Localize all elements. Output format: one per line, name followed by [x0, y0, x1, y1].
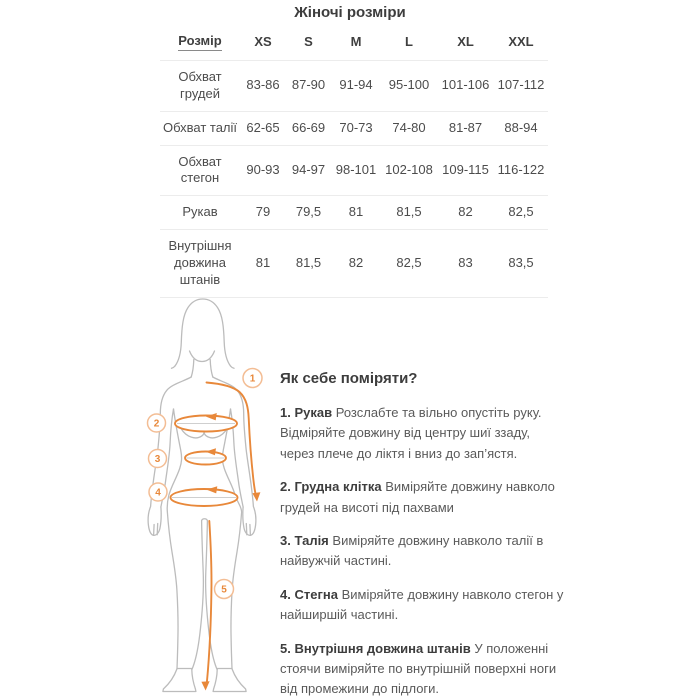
cell: 82 [437, 196, 494, 230]
cell: 88-94 [494, 111, 548, 145]
step-sleeve [280, 403, 564, 464]
table-row-waist [160, 111, 548, 145]
measurement-figure [123, 296, 283, 700]
cell: 101-106 [437, 60, 494, 111]
cell: 81 [331, 196, 381, 230]
step-number: 3. [280, 533, 291, 549]
cell: 79 [240, 196, 286, 230]
sleeve-measure-line [207, 383, 257, 498]
cell: 81-87 [437, 111, 494, 145]
cell: 87-90 [286, 60, 331, 111]
size-header-cell [160, 27, 240, 60]
marker-5-inseam [215, 580, 234, 599]
arrow-down-sleeve [252, 492, 260, 501]
marker-1-sleeve [243, 369, 262, 388]
cell: 62-65 [240, 111, 286, 145]
col-m: M [331, 27, 381, 60]
step-number: 2. [280, 479, 291, 495]
cell: 95-100 [381, 60, 437, 111]
cell: 70-73 [331, 111, 381, 145]
marker-3-waist [149, 450, 167, 468]
measurement-lines [171, 383, 257, 684]
cell: 116-122 [494, 145, 548, 196]
cell: 81,5 [381, 196, 437, 230]
row-label: Внутрішня довжина штанів [160, 230, 240, 298]
cell: 66-69 [286, 111, 331, 145]
row-label: Обхват талії [160, 111, 240, 145]
cell: 90-93 [240, 145, 286, 196]
marker-2-chest [148, 414, 166, 432]
step-inseam [280, 639, 564, 700]
table-row-hips [160, 145, 548, 196]
step-term: Рукав [294, 405, 333, 420]
col-xxl: XXL [494, 27, 548, 60]
step-number: 5. [280, 640, 291, 656]
step-text: У положенні стоячи виміряйте по внутрішній поверхні ноги від промежини до підлоги. [280, 640, 557, 697]
cell: 109-115 [437, 145, 494, 196]
step-text: Виміряйте довжину навколо талії в найвужчій частині. [280, 533, 544, 569]
table-row-inseam [160, 230, 548, 298]
cell: 91-94 [331, 60, 381, 111]
step-chest [280, 477, 564, 518]
step-number: 1. [280, 405, 291, 420]
svg-text:5: 5 [221, 584, 227, 596]
table-row-sleeve [160, 196, 548, 230]
step-text: Виміряйте довжину навколо стегон у найширшій частині. [280, 586, 564, 623]
cell: 83-86 [240, 60, 286, 111]
size-table [160, 27, 548, 298]
cell: 82,5 [494, 196, 548, 230]
cell: 107-112 [494, 60, 548, 111]
cell: 74-80 [381, 111, 437, 145]
inseam-measure-line [207, 521, 212, 683]
size-link[interactable]: Розмір [178, 33, 221, 51]
col-xl: XL [437, 27, 494, 60]
cell: 81 [240, 230, 286, 298]
row-label: Обхват стегон [160, 145, 240, 196]
cell: 83 [437, 230, 494, 298]
step-term: Стегна [294, 586, 338, 602]
svg-text:3: 3 [154, 454, 161, 465]
cell: 102-108 [381, 145, 437, 196]
cell: 81,5 [286, 230, 331, 298]
step-hips [280, 585, 564, 626]
step-term: Внутрішня довжина штанів [294, 640, 471, 656]
cell: 83,5 [494, 230, 548, 298]
step-text: Виміряйте довжину навколо грудей на висоті під пахвами [280, 479, 555, 515]
cell: 79,5 [286, 196, 331, 230]
col-xs: XS [240, 27, 286, 60]
measure-guide [280, 370, 564, 700]
page-title: Жіночі розміри [294, 4, 406, 21]
svg-text:1: 1 [249, 373, 256, 385]
table-row-chest [160, 60, 548, 111]
cell: 82,5 [381, 230, 437, 298]
step-text: Розслабте та вільно опустіть руку. Відміряйте довжину від центру шиї ззаду, через плече до ліктя і вниз до зап’ястя. [280, 405, 542, 461]
cell: 94-97 [286, 145, 331, 196]
step-term: Грудна клітка [294, 479, 382, 495]
col-s: S [286, 27, 331, 60]
step-number: 4. [280, 586, 291, 602]
table-header-row [160, 27, 548, 60]
step-waist [280, 531, 564, 572]
svg-text:2: 2 [153, 418, 160, 430]
col-l: L [381, 27, 437, 60]
marker-4-hips [149, 483, 167, 501]
row-label: Рукав [160, 196, 240, 230]
row-label: Обхват грудей [160, 60, 240, 111]
step-term: Талія [294, 533, 329, 549]
svg-text:4: 4 [155, 487, 161, 499]
cell: 98-101 [331, 145, 381, 196]
cell: 82 [331, 230, 381, 298]
arrow-down-inseam [201, 681, 209, 690]
guide-heading: Як себе поміряти? [280, 370, 418, 387]
